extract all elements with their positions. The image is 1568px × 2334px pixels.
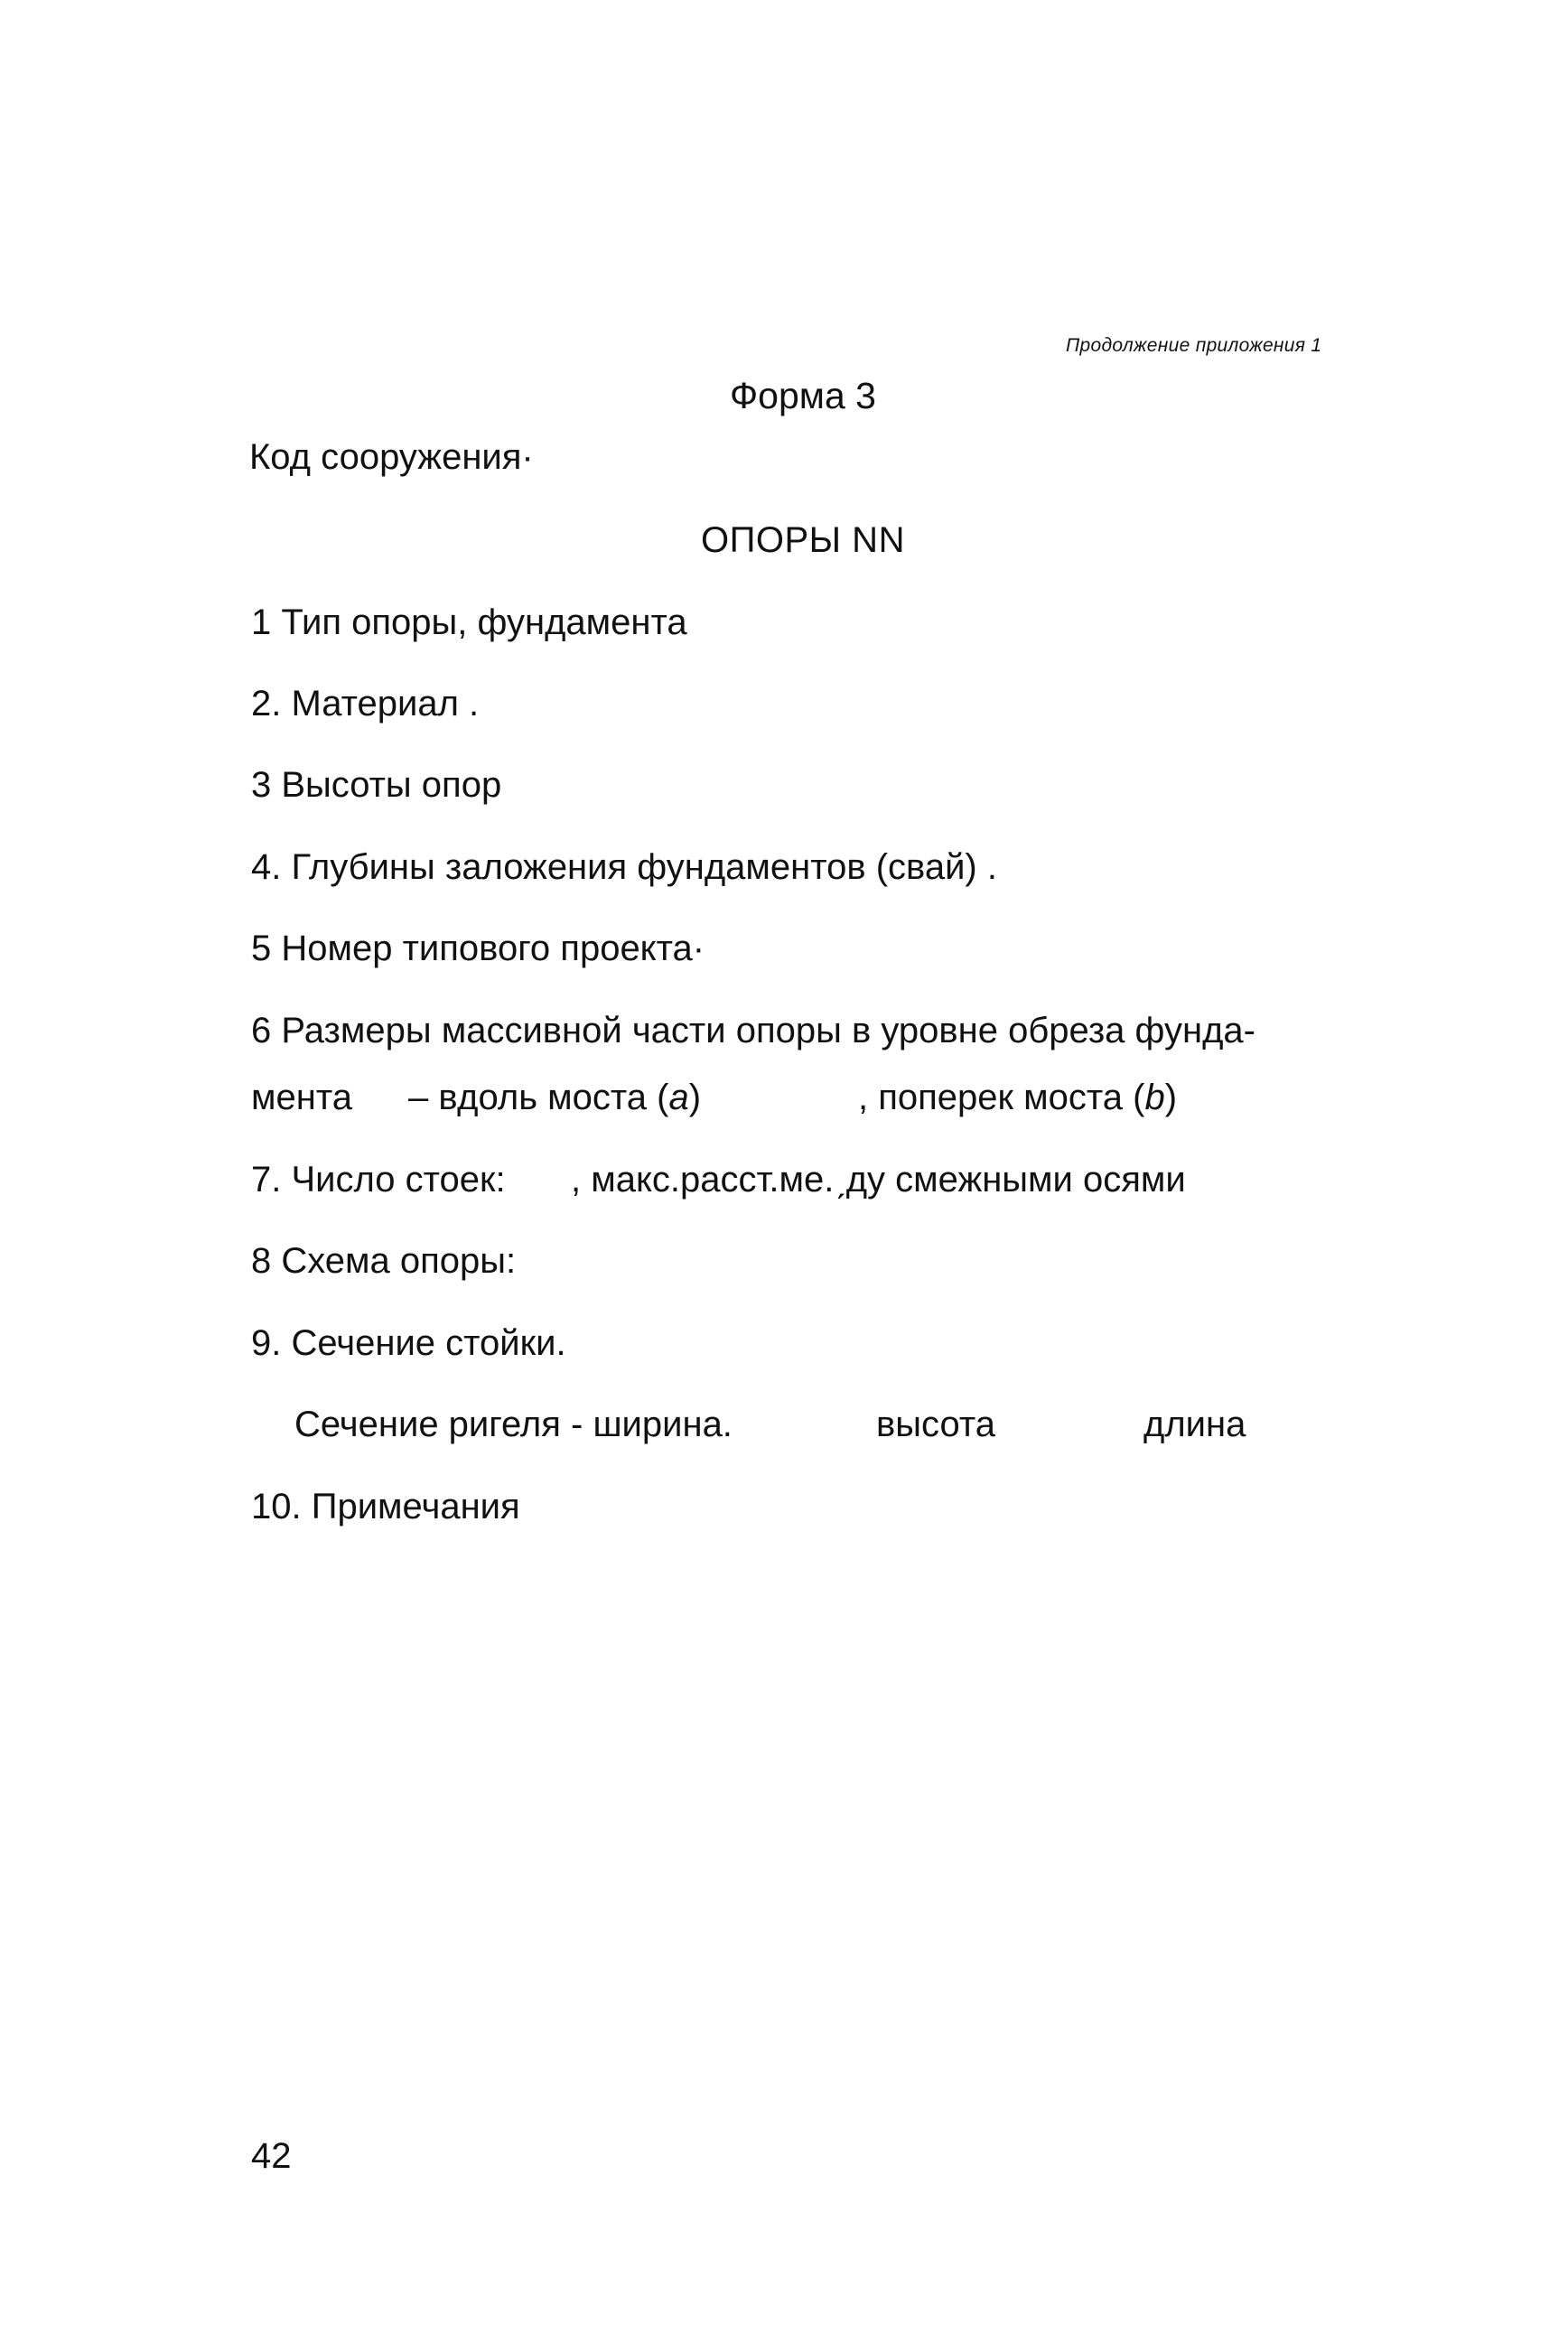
form-title: Форма 3 xyxy=(730,375,876,416)
item-6-var-a: a xyxy=(668,1078,689,1117)
item-6-across-bridge-close: ) xyxy=(1164,1078,1178,1117)
item-10-notes: 10. Примечания xyxy=(251,1487,520,1526)
item-7-column-count: 7. Число стоек: xyxy=(251,1160,506,1200)
item-4-foundation-depth: 4. Глубины заложения фундаментов (свай) . xyxy=(251,847,997,887)
appendix-note: Продолжение приложения 1 xyxy=(1066,335,1322,356)
item-2-material: 2. Материал . xyxy=(251,684,480,724)
item-6-dimensions-line1: 6 Размеры массивной части опоры в уровне обреза фунда- xyxy=(251,1011,1255,1050)
item-7-max-distance: , макс.расст.ме.ˏду смежными осями xyxy=(571,1160,1186,1200)
item-6-along-bridge xyxy=(408,1079,701,1116)
item-6-var-b: b xyxy=(1144,1078,1165,1117)
item-9-crossbar-height: высота xyxy=(876,1405,995,1444)
item-9-column-section: 9. Сечение стойки. xyxy=(251,1323,566,1363)
structure-code-label: Код сооружения· xyxy=(249,437,534,477)
section-title: ОПОРЫ NN xyxy=(701,520,905,560)
item-9-crossbar-section-width: Сечение ригеля - ширина. xyxy=(294,1405,733,1444)
item-8-support-scheme: 8 Схема опоры: xyxy=(251,1241,517,1281)
item-6-across-bridge xyxy=(858,1079,1177,1116)
item-9-crossbar-length: длина xyxy=(1143,1405,1246,1444)
item-6-dimensions-line2-start: мента xyxy=(251,1078,352,1117)
item-1-support-type: 1 Тип опоры, фундамента xyxy=(251,602,687,642)
item-3-support-heights: 3 Высоты опор xyxy=(251,765,502,805)
item-6-along-bridge-close: ) xyxy=(688,1078,702,1117)
item-6-across-bridge-text: , поперек моста ( xyxy=(858,1078,1145,1117)
item-5-standard-project-number: 5 Номер типового проекта· xyxy=(251,929,705,968)
page-number: 42 xyxy=(251,2136,292,2176)
item-6-along-bridge-text: – вдоль моста ( xyxy=(408,1078,669,1117)
